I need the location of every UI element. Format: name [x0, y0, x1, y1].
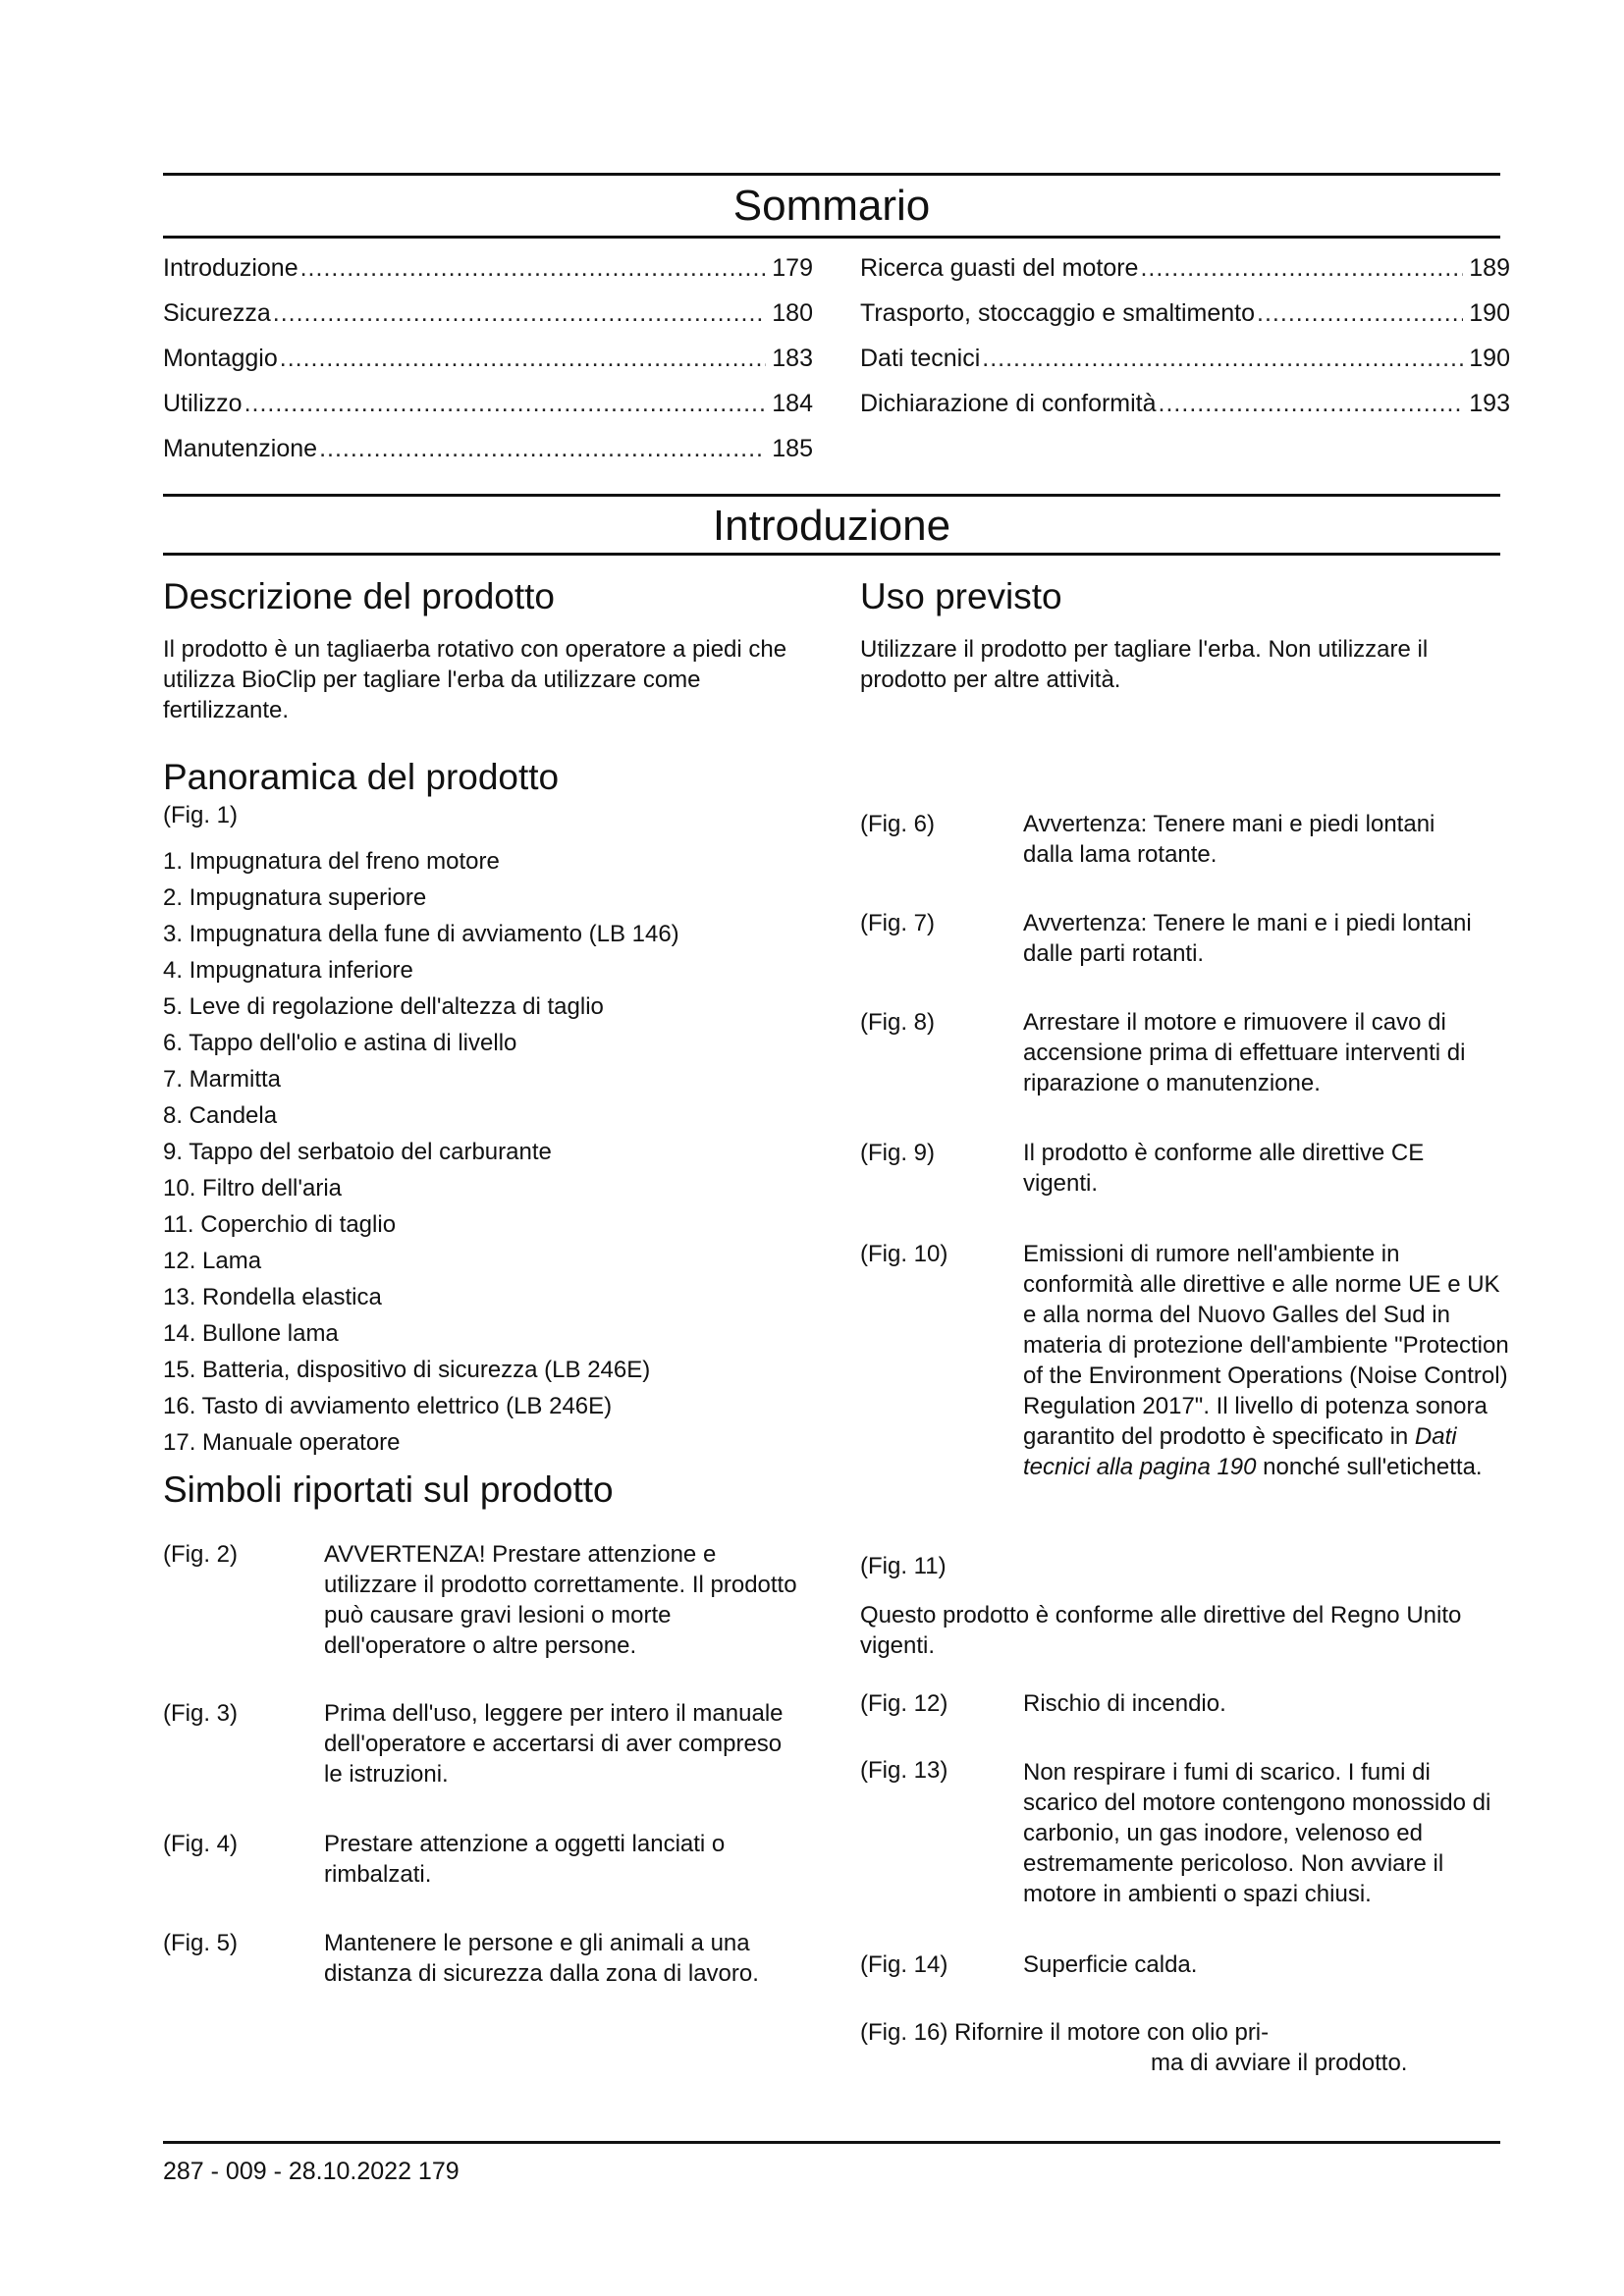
footer-rule [163, 2141, 1500, 2144]
panoramica-fig-ref: (Fig. 1) [163, 802, 239, 828]
list-item: 3. Impugnatura della fune di avviamento (LB 146) [163, 921, 679, 947]
fig-4-ref: (Fig. 4) [163, 1831, 239, 1857]
fig-11-ref: (Fig. 11) [860, 1553, 947, 1579]
heading-descrizione: Descrizione del prodotto [163, 576, 555, 616]
list-item: 13. Rondella elastica [163, 1284, 382, 1310]
intro-top-rule [163, 494, 1500, 497]
fig-4-text: Prestare attenzione a oggetti lanciati o rimbalzati. [324, 1831, 726, 1888]
fig-9-ref: (Fig. 9) [860, 1140, 936, 1166]
intro-title-rule [163, 553, 1500, 556]
toc-entry[interactable]: Montaggio ..... 183 [163, 344, 813, 373]
fig-8-ref: (Fig. 8) [860, 1009, 936, 1036]
list-item: 11. Coperchio di taglio [163, 1211, 397, 1238]
fig-9-text: Il prodotto è conforme alle direttive CE vigenti. [1023, 1140, 1425, 1197]
heading-simboli: Simboli riportati sul prodotto [163, 1469, 614, 1510]
top-rule [163, 173, 1500, 176]
fig-3-text: Prima dell'uso, leggere per intero il manuale dell'operatore e accertarsi di aver compreso le istruzioni. [324, 1700, 784, 1788]
toc-entry[interactable]: Trasporto, stoccaggio e smaltimento ..... 190 [860, 298, 1510, 328]
fig-10-text: Emissioni di rumore nell'ambiente in conformità alle direttive e alle norme UE e UK e alla norma del Nuovo Galles del Sud in materia di protezione dell'ambiente "Protection of the Environment Operations (Noise Control) Regulation 2017". Il livello di potenza sonora garantito del prodotto è specificato in Dati tecnici alla pagina 190 nonché sull'etichetta. [1023, 1241, 1509, 1480]
list-item: 10. Filtro dell'aria [163, 1175, 342, 1201]
fig-12-ref: (Fig. 12) [860, 1690, 948, 1717]
toc-title: Sommario [732, 182, 931, 230]
fig-16-line-2: ma di avviare il prodotto. [1151, 2050, 1408, 2076]
fig-7-text: Avvertenza: Tenere le mani e i piedi lontani dalle parti rotanti. [1023, 910, 1472, 967]
fig-6-text: Avvertenza: Tenere mani e piedi lontani dalla lama rotante. [1023, 811, 1435, 868]
fig-3-ref: (Fig. 3) [163, 1700, 239, 1727]
toc-title-rule [163, 236, 1500, 239]
dati-tecnici-link[interactable]: Dati tecnici alla pagina 190 [1023, 1423, 1457, 1480]
list-item: 4. Impugnatura inferiore [163, 957, 413, 984]
list-item: 16. Tasto di avviamento elettrico (LB 246E) [163, 1393, 613, 1419]
fig-14-text: Superficie calda. [1023, 1951, 1198, 1978]
toc-entry[interactable]: Introduzione ..... 179 [163, 253, 813, 283]
list-item: 2. Impugnatura superiore [163, 884, 427, 911]
toc-entry[interactable]: Dati tecnici ..... 190 [860, 344, 1510, 373]
heading-panoramica: Panoramica del prodotto [163, 757, 560, 797]
fig-14-ref: (Fig. 14) [860, 1951, 948, 1978]
list-item: 12. Lama [163, 1248, 262, 1274]
fig-8-text: Arrestare il motore e rimuovere il cavo di accensione prima di effettuare interventi di riparazione o manutenzione. [1023, 1009, 1466, 1096]
intro-title: Introduzione [712, 502, 951, 550]
uso-previsto-text: Utilizzare il prodotto per tagliare l'erba. Non utilizzare il prodotto per altre attività. [860, 636, 1429, 693]
fig-10-ref: (Fig. 10) [860, 1241, 948, 1267]
fig-2-ref: (Fig. 2) [163, 1541, 239, 1568]
toc-entry[interactable]: Utilizzo ..... 184 [163, 389, 813, 418]
fig-16-line-1: (Fig. 16) Rifornire il motore con olio pri- [860, 2019, 1270, 2046]
fig-2-text: AVVERTENZA! Prestare attenzione e utilizzare il prodotto correttamente. Il prodotto può causare gravi lesioni o morte dell'operatore o altre persone. [324, 1541, 797, 1659]
list-item: 1. Impugnatura del freno motore [163, 848, 500, 875]
fig-5-text: Mantenere le persone e gli animali a una distanza di sicurezza dalla zona di lavoro. [324, 1930, 759, 1987]
fig-12-text: Rischio di incendio. [1023, 1690, 1226, 1717]
list-item: 6. Tappo dell'olio e astina di livello [163, 1030, 517, 1056]
list-item: 17. Manuale operatore [163, 1429, 401, 1456]
toc-entry[interactable]: Ricerca guasti del motore ..... 189 [860, 253, 1510, 283]
page-footer: 287 - 009 - 28.10.2022 179 [163, 2158, 460, 2185]
list-item: 7. Marmitta [163, 1066, 282, 1093]
list-item: 15. Batteria, dispositivo di sicurezza (LB 246E) [163, 1357, 651, 1383]
heading-uso-previsto: Uso previsto [860, 576, 1062, 616]
list-item: 9. Tappo del serbatoio del carburante [163, 1139, 552, 1165]
fig-13-text: Non respirare i fumi di scarico. I fumi di scarico del motore contengono monossido di carbonio, un gas inodore, velenoso ed estremamente pericoloso. Non avviare il motore in ambienti o spazi chiusi. [1023, 1759, 1491, 1907]
fig-7-ref: (Fig. 7) [860, 910, 936, 936]
list-item: 8. Candela [163, 1102, 278, 1129]
fig-5-ref: (Fig. 5) [163, 1930, 239, 1956]
toc-entry[interactable]: Dichiarazione di conformità ..... 193 [860, 389, 1510, 418]
descrizione-text: Il prodotto è un tagliaerba rotativo con operatore a piedi che utilizza BioClip per tagliare l'erba da utilizzare come fertilizzante. [163, 636, 787, 723]
fig-13-ref: (Fig. 13) [860, 1757, 948, 1784]
fig-11-text: Questo prodotto è conforme alle direttive del Regno Unito vigenti. [860, 1602, 1462, 1659]
fig-6-ref: (Fig. 6) [860, 811, 936, 837]
toc-entry[interactable]: Sicurezza ..... 180 [163, 298, 813, 328]
list-item: 5. Leve di regolazione dell'altezza di taglio [163, 993, 604, 1020]
toc-entry[interactable]: Manutenzione ..... 185 [163, 434, 813, 463]
list-item: 14. Bullone lama [163, 1320, 339, 1347]
